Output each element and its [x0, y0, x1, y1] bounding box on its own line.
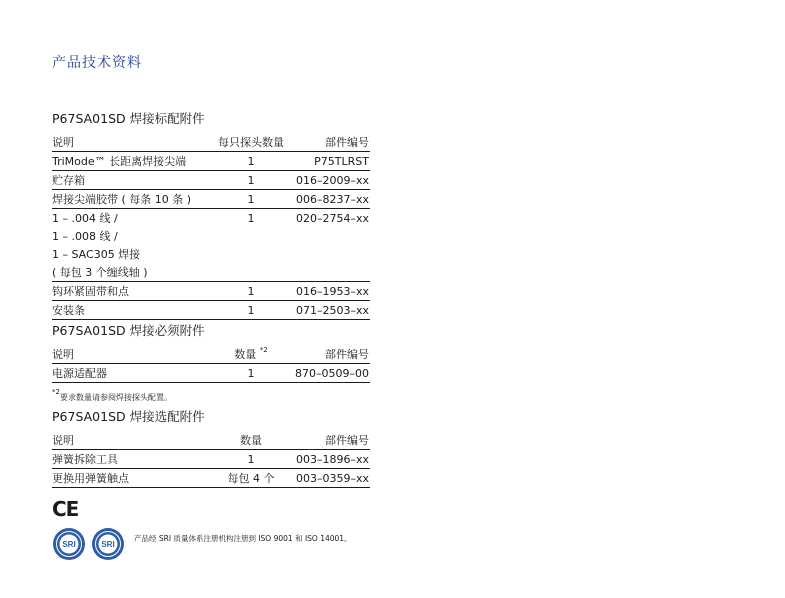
cell-desc: 焊接尖端胶带 ( 每条 10 条 ) — [52, 190, 212, 209]
table-row — [52, 450, 370, 469]
cell-part: 020–2754–xx — [295, 211, 369, 225]
cell-desc: 贮存箱 — [52, 171, 212, 190]
cell-qty — [212, 263, 290, 282]
table-row — [52, 227, 370, 245]
cell-desc: TriMode™ 长距离焊接尖端 — [52, 152, 212, 171]
cell-desc: 弹簧拆除工具 — [52, 450, 212, 469]
certification-text: 产品经 SRI 质量体系注册机构注册到 ISO 9001 和 ISO 14001。 — [134, 534, 352, 543]
standard-accessories-section — [52, 109, 370, 320]
header-part: 部件编号 — [290, 134, 370, 152]
table-row — [52, 364, 370, 383]
ce-mark-icon: CE — [52, 497, 79, 521]
cell-part: 016–2009–xx — [290, 171, 370, 190]
sri-seal-icon — [91, 527, 125, 561]
cell-desc: 安装条 — [52, 301, 212, 320]
table-row — [52, 152, 370, 171]
cell-qty: 1 — [212, 301, 290, 320]
header-qty: 每只探头数量 — [212, 134, 290, 152]
standard-accessories-table — [52, 134, 370, 320]
seal-label: SRI — [62, 540, 76, 549]
cell-qty: 1 — [212, 282, 290, 301]
header-part: 部件编号 — [290, 346, 370, 364]
cell-part — [290, 263, 370, 282]
header-desc: 说明 — [52, 346, 212, 364]
optional-accessories-section — [52, 407, 370, 488]
required-accessories-section — [52, 321, 370, 403]
cell-desc: 电源适配器 — [52, 364, 212, 383]
header-desc: 说明 — [52, 432, 212, 450]
table-row — [52, 263, 370, 282]
table-row — [52, 282, 370, 301]
cell-desc: 1 – .008 线 / — [52, 230, 118, 243]
cell-part: 071–2503–xx — [290, 301, 370, 320]
table-row — [52, 171, 370, 190]
section-title: P67SA01SD 焊接必须附件 — [52, 323, 205, 338]
table-row — [52, 209, 370, 228]
cell-part: 870–0509–00 — [290, 364, 370, 383]
table-row — [52, 469, 370, 488]
cell-part: 006–8237–xx — [290, 190, 370, 209]
cell-desc: 钩环紧固带和点 — [52, 282, 212, 301]
cell-qty: 每包 4 个 — [212, 469, 290, 488]
cell-qty: 1 — [212, 171, 290, 190]
table-row — [52, 301, 370, 320]
cell-desc: 更换用弹簧触点 — [52, 469, 212, 488]
footnote-ref: *2 — [259, 346, 268, 354]
cell-part: 003–0359–xx — [290, 469, 370, 488]
header-part: 部件编号 — [290, 432, 370, 450]
cell-qty: 1 — [212, 450, 290, 469]
cell-part — [290, 227, 370, 245]
cell-qty: 1 — [247, 211, 255, 225]
cell-qty — [212, 227, 290, 245]
cell-part: P75TLRST — [290, 152, 370, 171]
header-qty-label: 数量 — [234, 348, 257, 361]
footnote-mark: *2 — [52, 388, 60, 396]
cell-qty: 1 — [212, 364, 290, 383]
section-title: P67SA01SD 焊接选配附件 — [52, 409, 205, 424]
cell-desc: ( 每包 3 个缠线轴 ) — [52, 263, 212, 282]
header-qty: 数量 — [212, 432, 290, 450]
sri-seals — [52, 527, 125, 561]
cell-qty — [212, 245, 290, 263]
optional-accessories-table — [52, 432, 370, 488]
cell-qty: 1 — [212, 190, 290, 209]
seal-label: SRI — [101, 540, 115, 549]
table-row — [52, 190, 370, 209]
cell-desc: 1 – SAC305 焊接 — [52, 248, 141, 261]
cell-desc: 1 – .004 线 / — [52, 212, 118, 225]
header-desc: 说明 — [52, 134, 212, 152]
section-title: P67SA01SD 焊接标配附件 — [52, 111, 205, 126]
page-title: 产品技术资料 — [52, 55, 142, 71]
sri-seal-icon — [52, 527, 86, 561]
footnote — [52, 388, 370, 403]
table-row — [52, 245, 370, 263]
header-qty — [212, 346, 290, 364]
cell-qty: 1 — [212, 152, 290, 171]
cell-part: 016–1953–xx — [290, 282, 370, 301]
footnote-text: 要求数量请参阅焊接探头配置。 — [59, 393, 172, 402]
required-accessories-table — [52, 346, 370, 383]
cell-part — [290, 245, 370, 263]
cell-part: 003–1896–xx — [290, 450, 370, 469]
